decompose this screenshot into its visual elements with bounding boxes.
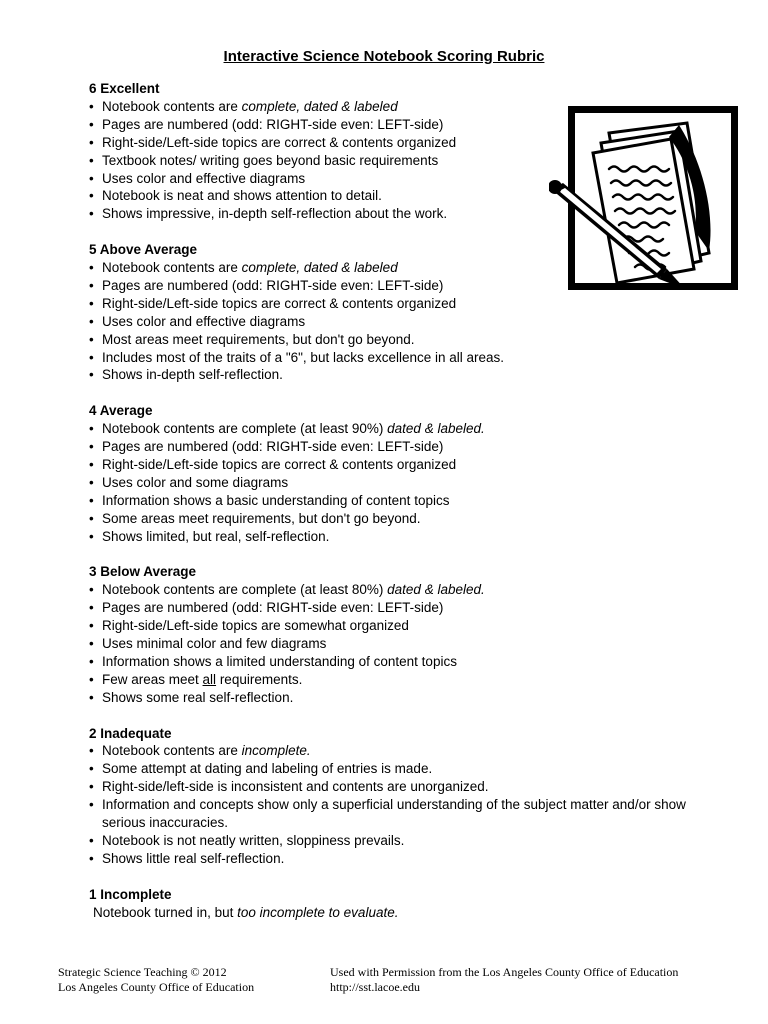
- footer-permission: Used with Permission from the Los Angeles County Office of Education: [330, 965, 679, 979]
- criteria-text: [102, 760, 432, 778]
- text-run: Most areas meet requirements, but don't go beyond.: [102, 331, 415, 347]
- text-run: Information and concepts show only a superficial understanding of the subject matter and/or show serious inaccuracies.: [102, 797, 686, 831]
- section-heading: 1 Incomplete: [89, 886, 172, 902]
- text-run: Notebook is not neatly written, sloppiness prevails.: [102, 833, 405, 848]
- rubric-section: [89, 725, 729, 868]
- bullet-icon: •: [89, 653, 94, 669]
- criteria-item: [89, 599, 729, 617]
- section-heading: 6 Excellent: [89, 81, 160, 96]
- criteria-text: [102, 349, 504, 367]
- criteria-item: [89, 778, 729, 796]
- criteria-text: [102, 98, 398, 116]
- criteria-item: [89, 904, 729, 922]
- text-run: Shows impressive, in-depth self-reflection about the work.: [102, 206, 448, 222]
- bullet-icon: •: [89, 671, 94, 687]
- emphasis-text: dated & labeled.: [387, 421, 485, 437]
- criteria-item: [89, 474, 729, 492]
- bullet-icon: •: [89, 170, 94, 186]
- footer-url: http://sst.lacoe.edu: [330, 980, 420, 994]
- section-heading: 3 Below Average: [89, 564, 197, 580]
- criteria-text: [102, 170, 305, 188]
- criteria-item: [89, 635, 729, 653]
- emphasis-text: incomplete.: [241, 743, 311, 759]
- criteria-text: [102, 134, 456, 152]
- criteria-item: [89, 850, 729, 868]
- criteria-item: [89, 617, 729, 635]
- criteria-item: [89, 313, 729, 331]
- bullet-icon: •: [89, 779, 94, 795]
- rubric-section: [89, 402, 729, 545]
- text-run: Includes most of the traits of a "6", but lacks excellence in all areas.: [102, 349, 505, 365]
- bullet-icon: •: [89, 850, 94, 866]
- criteria-text: [102, 796, 729, 832]
- text-run: Shows some real self-reflection.: [102, 689, 294, 705]
- text-run: Right-side/Left-side topics are correct & contents organized: [102, 457, 457, 472]
- criteria-item: [89, 742, 729, 760]
- criteria-text: [102, 116, 443, 134]
- criteria-text: [102, 277, 443, 295]
- criteria-text: [102, 599, 443, 617]
- bullet-icon: •: [89, 98, 94, 114]
- emphasis-text: complete, dated & labeled: [241, 260, 398, 276]
- criteria-item: [89, 760, 729, 778]
- criteria-text: [102, 474, 288, 492]
- bullet-icon: •: [89, 313, 94, 329]
- criteria-item: [89, 331, 729, 349]
- text-run: Notebook turned in, but: [93, 904, 238, 920]
- emphasis-text: too incomplete to evaluate.: [237, 904, 399, 920]
- bullet-icon: •: [89, 528, 94, 544]
- text-run: Information shows a basic understanding of content topics: [102, 492, 450, 508]
- text-run: Shows little real self-reflection.: [102, 850, 285, 866]
- bullet-icon: •: [89, 260, 94, 276]
- text-run: Right-side/Left-side topics are correct & contents organized: [102, 134, 457, 150]
- criteria-item: [89, 438, 729, 456]
- criteria-item: [89, 492, 729, 510]
- footer-right: [330, 965, 678, 995]
- criteria-text: [102, 456, 456, 474]
- criteria-item: [89, 510, 729, 528]
- text-run: Uses minimal color and few diagrams: [102, 636, 327, 652]
- criteria-text: [102, 420, 485, 438]
- text-run: requirements.: [216, 671, 303, 687]
- text-run: Uses color and effective diagrams: [102, 170, 306, 186]
- bullet-icon: •: [89, 474, 94, 490]
- criteria-text: [102, 850, 284, 868]
- bullet-icon: •: [89, 421, 94, 437]
- text-run: Uses color and some diagrams: [102, 474, 289, 490]
- bullet-icon: •: [89, 152, 94, 168]
- text-run: Right-side/Left-side topics are somewhat organized: [102, 618, 409, 634]
- criteria-text: [102, 528, 329, 546]
- criteria-text: [102, 205, 447, 223]
- criteria-item: [89, 456, 729, 474]
- bullet-icon: •: [89, 116, 94, 132]
- text-run: Notebook contents are: [102, 743, 242, 759]
- text-run: Shows limited, but real, self-reflection.: [102, 528, 330, 544]
- text-run: Notebook contents are: [102, 260, 242, 276]
- text-run: Notebook contents are complete (at least 90%): [102, 421, 388, 437]
- bullet-icon: •: [89, 206, 94, 222]
- text-run: Notebook contents are complete (at least 80%): [102, 582, 388, 598]
- bullet-icon: •: [89, 295, 94, 311]
- criteria-item: [89, 295, 729, 313]
- criteria-text: [102, 742, 311, 760]
- criteria-item: [89, 366, 729, 384]
- criteria-item: [89, 349, 729, 367]
- text-run: Pages are numbered (odd: RIGHT-side even: LEFT-side): [102, 600, 444, 616]
- bullet-icon: •: [89, 331, 94, 347]
- bullet-icon: •: [89, 582, 94, 598]
- bullet-icon: •: [89, 492, 94, 508]
- bullet-icon: •: [89, 689, 94, 705]
- underlined-text: all: [202, 671, 217, 687]
- criteria-item: [89, 671, 729, 689]
- page-title: Interactive Science Notebook Scoring Rubric: [223, 48, 545, 65]
- criteria-item: [89, 581, 729, 599]
- criteria-item: [89, 528, 729, 546]
- criteria-text: [102, 510, 421, 528]
- text-run: Right-side/Left-side topics are correct & contents organized: [102, 295, 457, 311]
- rubric-section: [89, 886, 729, 922]
- text-run: Few areas meet: [102, 671, 203, 687]
- text-run: Right-side/left-side is inconsistent and contents are unorganized.: [102, 779, 489, 795]
- criteria-text: [102, 689, 293, 707]
- bullet-icon: •: [89, 349, 94, 365]
- criteria-text: [102, 832, 404, 850]
- bullet-icon: •: [89, 743, 94, 759]
- bullet-icon: •: [89, 636, 94, 652]
- criteria-text: [102, 581, 485, 599]
- text-run: Uses color and effective diagrams: [102, 313, 306, 329]
- text-run: Information shows a limited understanding of content topics: [102, 653, 457, 669]
- text-run: Pages are numbered (odd: RIGHT-side even: LEFT-side): [102, 277, 444, 293]
- criteria-text: [89, 904, 398, 922]
- text-run: Some attempt at dating and labeling of entries is made.: [102, 761, 433, 777]
- criteria-text: [102, 313, 305, 331]
- criteria-item: [89, 420, 729, 438]
- footer-left: [58, 965, 254, 995]
- criteria-text: [102, 259, 398, 277]
- criteria-text: [102, 366, 283, 384]
- bullet-icon: •: [89, 833, 94, 848]
- section-heading: 5 Above Average: [89, 242, 198, 258]
- section-heading: 2 Inadequate: [89, 725, 172, 741]
- emphasis-text: dated & labeled.: [387, 582, 485, 598]
- text-run: Notebook contents are: [102, 98, 242, 114]
- bullet-icon: •: [89, 134, 94, 150]
- bullet-icon: •: [89, 618, 94, 634]
- criteria-text: [102, 152, 438, 170]
- rubric-section: [89, 563, 729, 706]
- bullet-icon: •: [89, 367, 94, 383]
- bullet-icon: •: [89, 188, 94, 204]
- criteria-text: [102, 671, 302, 689]
- text-run: Textbook notes/ writing goes beyond basic requirements: [102, 152, 439, 168]
- criteria-text: [102, 187, 382, 205]
- bullet-icon: •: [89, 761, 94, 777]
- criteria-item: [89, 653, 729, 671]
- criteria-text: [102, 778, 488, 796]
- bullet-icon: •: [89, 510, 94, 526]
- footer-organization: Los Angeles County Office of Education: [58, 980, 255, 994]
- criteria-text: [102, 653, 457, 671]
- text-run: Pages are numbered (odd: RIGHT-side even: LEFT-side): [102, 116, 444, 132]
- criteria-text: [102, 635, 326, 653]
- bullet-icon: •: [89, 439, 94, 455]
- section-heading: 4 Average: [89, 403, 153, 419]
- criteria-text: [102, 492, 449, 510]
- text-run: Pages are numbered (odd: RIGHT-side even: LEFT-side): [102, 439, 444, 455]
- criteria-text: [102, 295, 456, 313]
- criteria-item: [89, 689, 729, 707]
- criteria-text: [102, 331, 415, 349]
- criteria-item: [89, 796, 729, 832]
- emphasis-text: complete, dated & labeled: [241, 98, 398, 114]
- text-run: Notebook is neat and shows attention to detail.: [102, 188, 382, 204]
- bullet-icon: •: [89, 600, 94, 616]
- notebook-and-pen-icon: [549, 103, 741, 293]
- text-run: Some areas meet requirements, but don't go beyond.: [102, 510, 421, 526]
- criteria-text: [102, 438, 443, 456]
- footer-copyright: Strategic Science Teaching © 2012: [58, 965, 227, 979]
- bullet-icon: •: [89, 797, 94, 813]
- criteria-item: [89, 832, 729, 850]
- bullet-icon: •: [89, 277, 94, 293]
- bullet-icon: •: [89, 457, 94, 472]
- text-run: Shows in-depth self-reflection.: [102, 367, 283, 383]
- criteria-text: [102, 617, 409, 635]
